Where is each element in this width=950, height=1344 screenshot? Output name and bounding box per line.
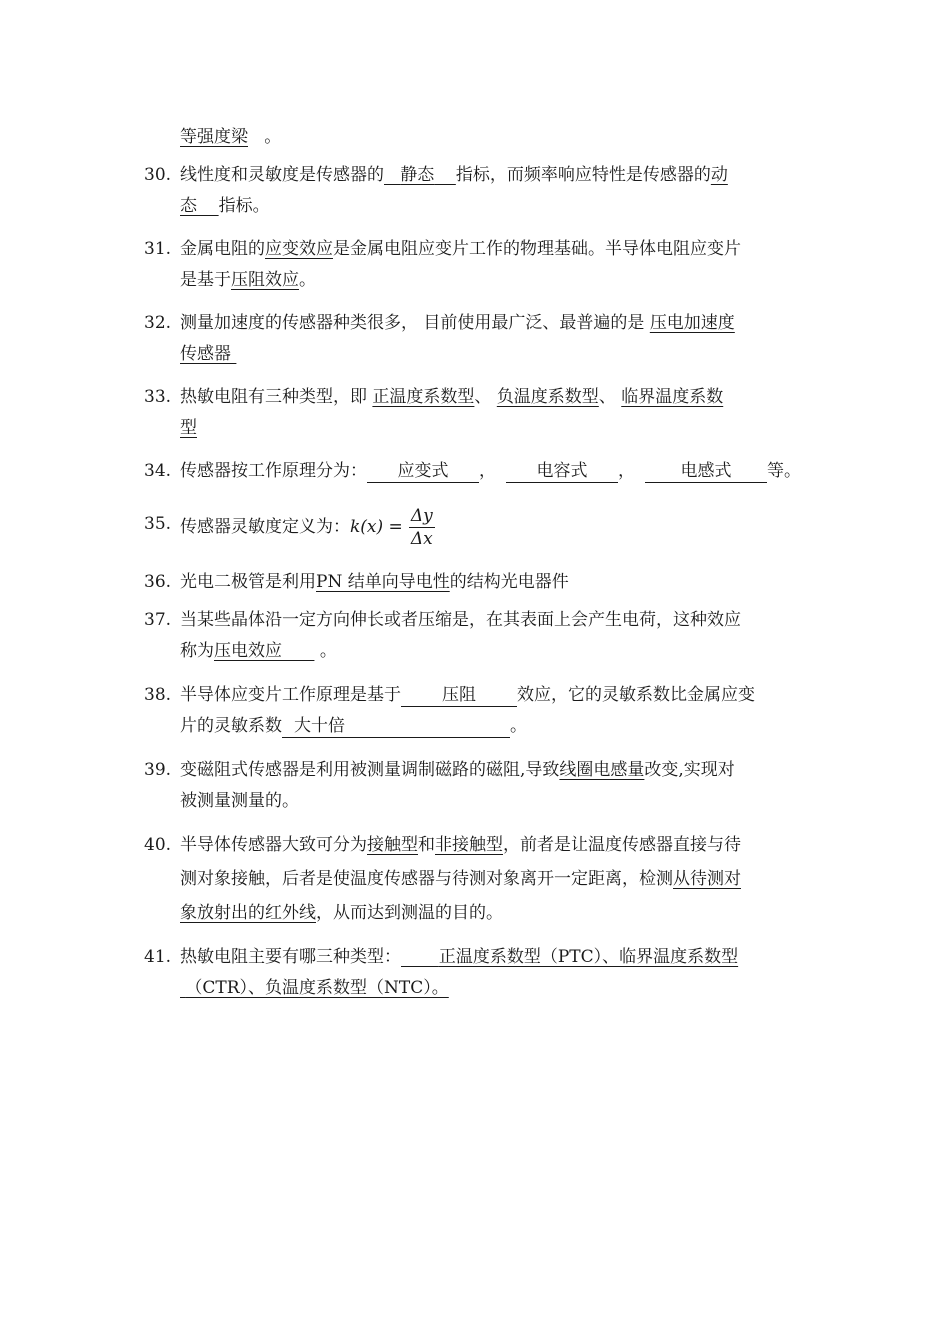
question-number: 36. <box>144 572 172 592</box>
question-37: 37. 当某些晶体沿一定方向伸长或者压缩是，在其表面上会产生电荷，这种效应 称为压电效应 。 <box>144 605 808 667</box>
question-number: 41. <box>144 947 172 967</box>
question-36: 36. 光电二极管是利用PN 结单向导电性的结构光电器件 <box>144 567 808 598</box>
question-number: 34. <box>144 461 172 481</box>
answer: 负温度系数型 <box>496 387 599 407</box>
sensitivity-formula: k(x) = $\frac{\Delta y}{\Delta x}$ <box>350 506 433 549</box>
question-29-continuation: 等强度梁 。 <box>180 127 282 147</box>
answer: 静态 <box>400 165 435 185</box>
answer: 非接触型 <box>435 835 503 855</box>
answer: （CTR）、负温度系数型（NTC）。 <box>185 978 449 998</box>
answer-blank: 电容式 <box>506 460 618 483</box>
question-number: 37. <box>144 610 172 630</box>
question-34: 34. 传感器按工作原理分为： 应变式 ， 电容式 ， 电感式 等。 <box>144 456 808 487</box>
answer: 态 <box>180 196 197 216</box>
question-38: 38. 半导体应变片工作原理是基于 压阻 效应，它的灵敏系数比金属应变 片的灵敏系数 大十倍 。 <box>144 680 808 742</box>
answer: 压电效应 <box>214 641 282 661</box>
answer-blank: 电感式 <box>645 460 767 483</box>
question-number: 32. <box>144 313 172 333</box>
question-number: 40. <box>144 835 172 855</box>
answer: 压电加速度 <box>649 313 735 333</box>
answer: 正温度系数型 <box>372 387 475 407</box>
answer-blank: 应变式 <box>367 460 479 483</box>
answer-blank: 大十倍 <box>282 715 510 738</box>
question-32: 32. 测量加速度的传感器种类很多， 目前使用最广泛、最普遍的是 压电加速度 传感器 <box>144 308 808 370</box>
question-number: 30. <box>144 165 172 185</box>
answer: 传感器 <box>180 344 231 364</box>
question-30: 30. 线性度和灵敏度是传感器的 静态 指标，而频率响应特性是传感器的动 态 指标。 <box>144 160 808 222</box>
answer: 正温度系数型（PTC）、临界温度系数型 <box>438 947 739 967</box>
numerator: Δy <box>410 506 433 526</box>
question-number: 38. <box>144 685 172 705</box>
answer: 接触型 <box>367 835 418 855</box>
question-40: 40. 半导体传感器大致可分为接触型和非接触型，前者是让温度传感器直接与待 测对象接触，后者是使温度传感器与待测对象离开一定距离，检测从待测对 象放射出的红外线，从而达到测温的目的。 <box>144 828 808 930</box>
answer: 线圈电感量 <box>559 760 645 780</box>
question-number: 35. <box>144 514 172 534</box>
answer-blank: 压阻 <box>401 684 517 707</box>
answer: 型 <box>180 418 197 438</box>
question-39: 39. 变磁阻式传感器是利用被测量调制磁路的磁阻,导致线圈电感量改变,实现对 被测量测量的。 <box>144 755 808 817</box>
answer: 从待测对 <box>673 869 741 889</box>
answer: PN 结单向导电性 <box>316 572 450 592</box>
fraction <box>409 505 435 550</box>
question-number: 39. <box>144 760 172 780</box>
question-33: 33. 热敏电阻有三种类型，即 正温度系数型、 负温度系数型、 临界温度系数 型 <box>144 382 808 444</box>
denominator: Δx <box>410 529 433 549</box>
answer: 压阻效应 <box>231 270 299 290</box>
question-35: 35. 传感器灵敏度定义为： k(x) = $\frac{\Delta y}{\Delta x}$ <box>144 506 433 549</box>
question-31: 31. 金属电阻的应变效应是金属电阻应变片工作的物理基础。半导体电阻应变片 是基于压阻效应。 <box>144 234 808 296</box>
answer: 临界温度系数 <box>621 387 724 407</box>
question-41: 41. 热敏电阻主要有哪三种类型： 正温度系数型（PTC）、临界温度系数型 （CTR）、负温度系数型（NTC）。 <box>144 942 808 1004</box>
answer: 象放射出的红外线 <box>180 903 316 923</box>
question-number: 31. <box>144 239 172 259</box>
question-number: 33. <box>144 387 172 407</box>
answer: 应变效应 <box>265 239 333 259</box>
answer: 动 <box>710 165 728 185</box>
answer: 等强度梁 <box>180 127 248 147</box>
